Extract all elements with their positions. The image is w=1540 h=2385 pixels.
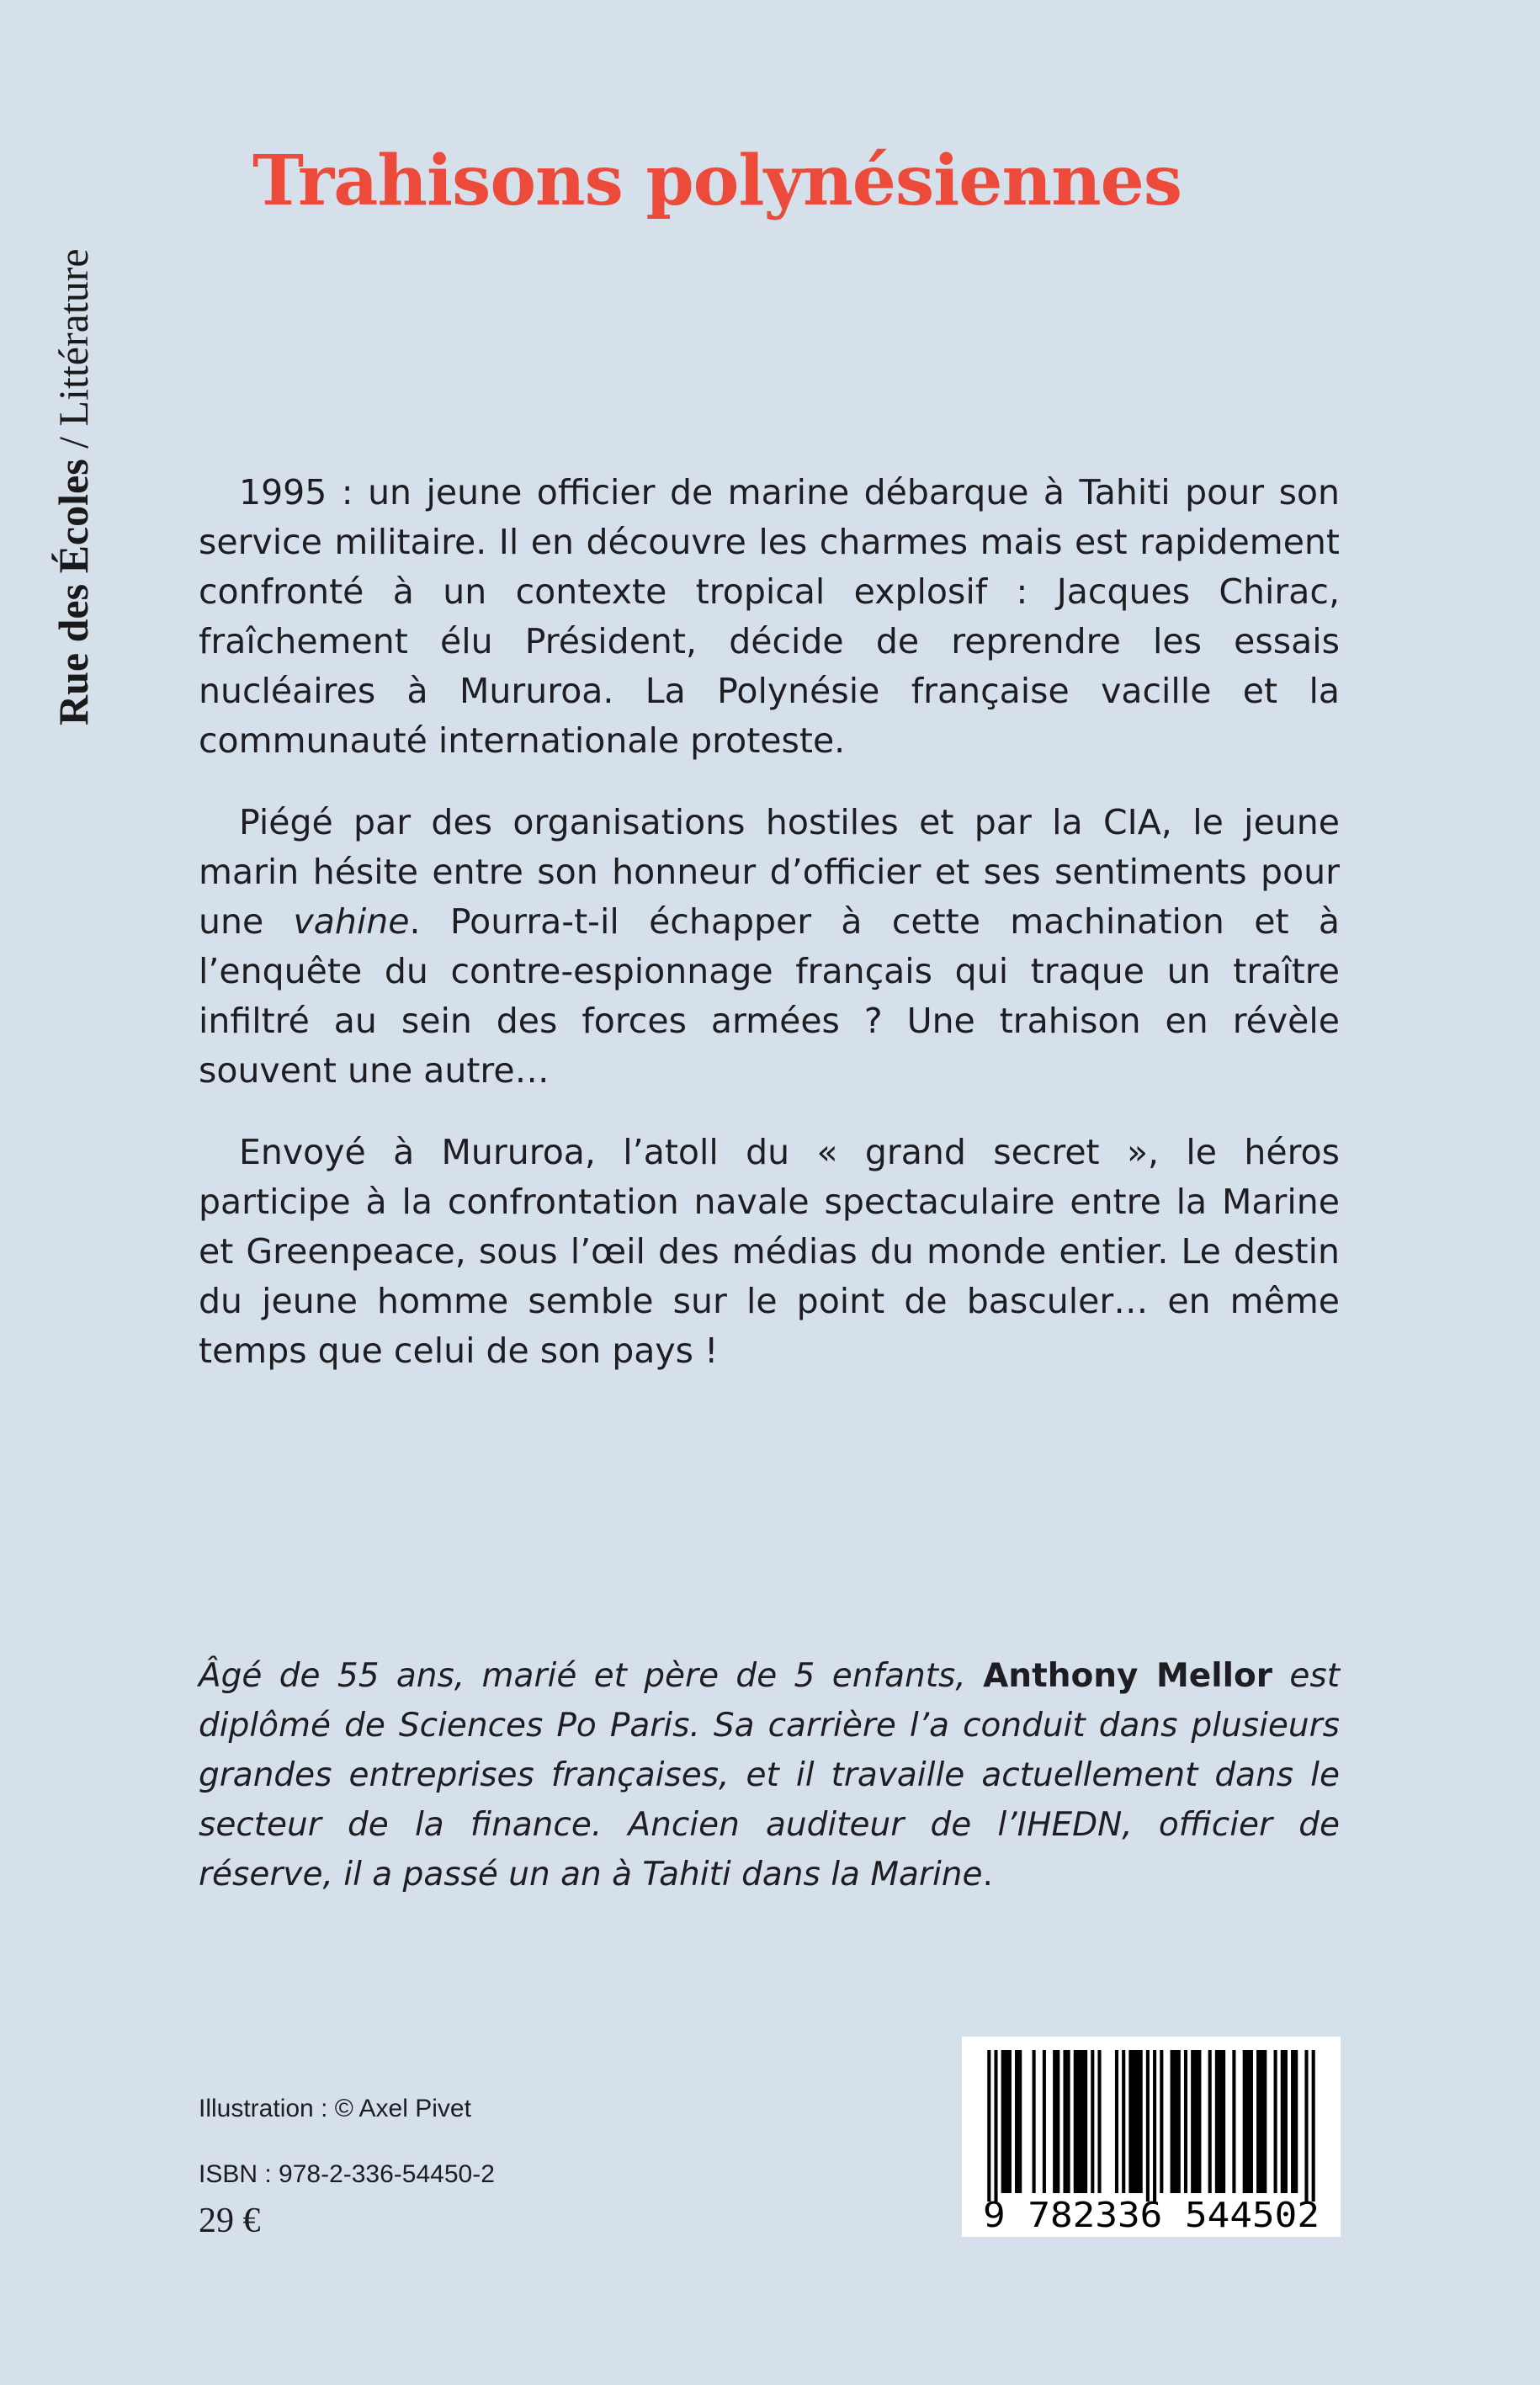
barcode-bar-27 <box>1291 2050 1298 2193</box>
blurb-paragraph-2 <box>199 798 1340 1096</box>
barcode-bars <box>987 2050 1315 2202</box>
spine-text <box>44 86 103 725</box>
author-bio-end: . <box>982 1856 993 1894</box>
barcode-bar-7 <box>1063 2050 1070 2193</box>
barcode-bar-24 <box>1256 2050 1267 2193</box>
barcode-bar-2 <box>1001 2050 1012 2193</box>
barcode-bar-6 <box>1053 2050 1059 2193</box>
barcode-bar-1 <box>994 2050 997 2202</box>
author-bio-start: Âgé de 55 ans, marié et père de 5 enfants, <box>199 1657 984 1695</box>
spine-separator: / <box>50 426 97 459</box>
barcode-bar-3 <box>1015 2050 1022 2193</box>
barcode-bar-11 <box>1115 2050 1118 2193</box>
barcode-bar-0 <box>987 2050 990 2202</box>
barcode-bar-16 <box>1160 2050 1163 2193</box>
barcode-bar-18 <box>1184 2050 1187 2193</box>
barcode-bar-26 <box>1281 2050 1288 2193</box>
barcode-bar-23 <box>1243 2050 1253 2193</box>
blurb-paragraph-2-end: . Pourra-t-il échapper à cette machination et à l’enquête du contre-espionnage français qui traque un traître infiltré au sein des forces armées ? Une trahison en révèle souvent une autre… <box>199 901 1340 1091</box>
barcode-bar-5 <box>1043 2050 1046 2193</box>
barcode-bar-10 <box>1097 2050 1101 2193</box>
barcode-bar-14 <box>1146 2050 1150 2202</box>
author-bio <box>199 1651 1340 1899</box>
blurb <box>199 468 1340 1408</box>
isbn: ISBN : 978-2-336-54450-2 <box>199 2160 495 2188</box>
vahine-italic: vahine <box>293 901 410 942</box>
blurb-paragraph-2-start: Piégé par des organisations hostiles et par la CIA, le jeune marin hésite entre son honneur d’officier et ses sentiments pour une <box>199 802 1340 942</box>
barcode-bar-12 <box>1122 2050 1125 2193</box>
barcode-bar-15 <box>1153 2050 1156 2202</box>
author-bio-body: est diplômé de Sciences Po Paris. Sa carrière l’a conduit dans plusieurs grandes entreprises françaises, et il travaille actuellement dans le secteur de la finance. Ancien auditeur de l’IHEDN, officier de réserve, il a passé un an à Tahiti dans la Marine <box>199 1657 1340 1894</box>
illustration-credit: Illustration : © Axel Pivet <box>199 2095 471 2122</box>
barcode-bar-19 <box>1191 2050 1201 2193</box>
barcode-bar-25 <box>1274 2050 1277 2193</box>
blurb-paragraph-3: Envoyé à Mururoa, l’atoll du « grand secret », le héros participe à la confrontation navale spectaculaire entre la Marine et Greenpeace, sous l’œil des médias du monde entier. Le destin du jeune homme semble sur le point de basculer… en même temps que celui de son pays ! <box>199 1132 1340 1371</box>
barcode-bar-20 <box>1208 2050 1212 2193</box>
barcode-graphic <box>962 2037 1341 2237</box>
barcode-bar-21 <box>1215 2050 1225 2193</box>
barcode-bar-29 <box>1312 2050 1315 2202</box>
barcode-bar-22 <box>1232 2050 1235 2193</box>
barcode-bar-8 <box>1074 2050 1087 2193</box>
barcode-bar-28 <box>1304 2050 1308 2202</box>
blurb-paragraph-1: 1995 : un jeune officier de marine débarque à Tahiti pour son service militaire. Il en découvre les charmes mais est rapidement confronté à un contexte tropical explosif : Jacques Chirac, fraîchement élu Président, décide de reprendre les essais nucléaires à Mururoa. La Polynésie française vacille et la communauté internationale proteste. <box>199 472 1340 761</box>
barcode-bar-9 <box>1091 2050 1094 2193</box>
book-title: Trahisons polynésiennes <box>252 141 1182 221</box>
author-name: Anthony Mellor <box>983 1657 1273 1695</box>
series-category: Littérature <box>50 248 97 427</box>
barcode <box>962 2037 1341 2237</box>
price: 29 € <box>199 2202 261 2240</box>
barcode-bar-13 <box>1128 2050 1142 2193</box>
barcode-bar-17 <box>1171 2050 1181 2193</box>
barcode-bar-4 <box>1033 2050 1036 2193</box>
barcode-digits: 9 782336 544502 <box>983 2195 1320 2235</box>
series-name: Rue des Écoles <box>50 459 97 725</box>
